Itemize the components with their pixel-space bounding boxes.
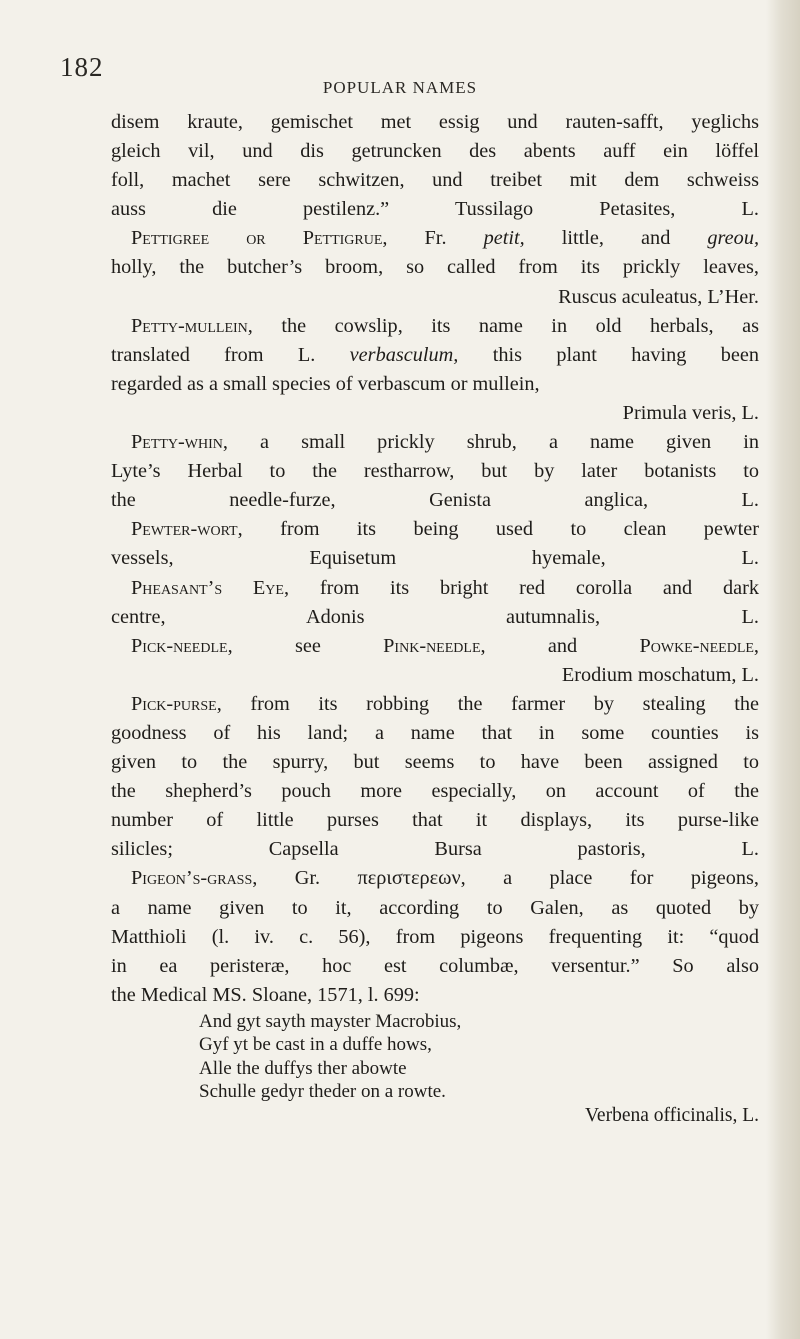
- entry-headword: Pick-needle,: [131, 634, 233, 657]
- text-line: goodness of his land; a name that in some counties is: [111, 721, 759, 744]
- italic-term: petit,: [483, 227, 525, 250]
- body-text: [111, 108, 759, 1128]
- species-name: Adonis autumnalis, L.: [305, 605, 759, 628]
- entry-headword: Pick-purse,: [131, 692, 222, 715]
- text-line: [111, 341, 759, 370]
- text-span: translated from L.: [111, 343, 350, 366]
- page-edge-shadow: [766, 0, 800, 1339]
- text-span: a small prickly shrub, a name given in: [227, 431, 759, 454]
- text-line: Lyte’s Herbal to the restharrow, but by later botanists to: [111, 460, 759, 483]
- text-line: number of little purses that it displays, its purse-like: [111, 809, 759, 832]
- entry-line: [111, 515, 759, 544]
- text-line: [111, 195, 759, 224]
- italic-term: greou,: [707, 227, 760, 250]
- text-span: this plant having been: [458, 343, 759, 366]
- text-span: auss die pestilenz.”: [111, 198, 390, 221]
- entry-line: [111, 690, 759, 719]
- verse-line: Gyf yt be cast in a duffe hows,: [199, 1034, 432, 1056]
- text-line: a name given to it, according to Galen, as quoted by: [111, 896, 759, 919]
- text-span: centre,: [111, 605, 166, 628]
- text-line: Matthioli (l. iv. c. 56), from pigeons frequenting it: “quod: [111, 925, 759, 948]
- text-line: in ea peristeræ, hoc est columbæ, versentur.” So also: [111, 954, 759, 977]
- page-number: 182: [60, 52, 104, 82]
- cross-reference: Powke-needle,: [639, 634, 759, 657]
- entry-line: [111, 632, 759, 661]
- running-head: POPULAR NAMES: [322, 78, 478, 97]
- text-line: foll, machet sere schwitzen, und treibet mit dem schweiss: [111, 169, 759, 192]
- text-span: Gr. περιστερεων, a place for pigeons,: [257, 867, 759, 890]
- species-name: Erodium moschatum, L.: [561, 663, 759, 686]
- text-span: from its bright red corolla and dark: [289, 576, 759, 599]
- verse-line: Alle the duffys ther abowte: [199, 1057, 407, 1079]
- text-line: [111, 486, 759, 515]
- text-line: [111, 603, 759, 632]
- species-name: Primula veris, L.: [622, 401, 759, 424]
- entry-line: [111, 224, 759, 253]
- entry-line: [111, 574, 759, 603]
- text-line: holly, the butcher’s broom, so called from its prickly leaves,: [111, 256, 759, 279]
- entry-headword: Pigeon’s-grass,: [131, 867, 258, 890]
- species-name: Verbena officinalis, L.: [585, 1104, 759, 1126]
- verse-line: Schulle gedyr theder on a rowte.: [199, 1081, 446, 1103]
- entry-headword: Petty-mullein,: [131, 314, 253, 337]
- italic-term: verbasculum,: [349, 343, 459, 366]
- text-span: from its being used to clean pewter: [242, 518, 759, 541]
- entry-line: [111, 312, 759, 341]
- entry-line: [111, 864, 759, 893]
- text-line: disem kraute, gemischet met essig und rauten-safft, yeglichs: [111, 111, 759, 133]
- species-name: Capsella Bursa pastoris, L.: [268, 838, 759, 861]
- entry-line: [111, 428, 759, 457]
- species-name: Ruscus aculeatus, L’Her.: [558, 285, 759, 308]
- text-span: from its robbing the farmer by stealing the: [221, 692, 759, 715]
- entry-headword: Pheasant’s Eye,: [131, 576, 290, 599]
- text-span: and: [485, 634, 640, 657]
- text-line: [111, 835, 759, 864]
- text-line: [111, 544, 759, 573]
- text-line: the Medical MS. Sloane, 1571, l. 699:: [111, 983, 420, 1006]
- text-span: little, and: [524, 227, 708, 250]
- species-name: Genista anglica, L.: [429, 489, 759, 512]
- text-span: Fr.: [387, 227, 484, 250]
- species-name: Tussilago Petasites, L.: [454, 198, 759, 221]
- text-span: see: [232, 634, 384, 657]
- entry-headword: Pewter-wort,: [131, 518, 243, 541]
- text-span: the needle-furze,: [111, 489, 336, 512]
- verse-line: And gyt sayth mayster Macrobius,: [199, 1010, 462, 1032]
- text-line: the shepherd’s pouch more especially, on account of the: [111, 780, 759, 803]
- text-line: given to the spurry, but seems to have been assigned to: [111, 751, 759, 774]
- entry-headword: Pettigree or Pettigrue,: [131, 227, 388, 250]
- text-line: regarded as a small species of verbascum or mullein,: [111, 372, 540, 395]
- text-span: the cowslip, its name in old herbals, as: [252, 314, 759, 337]
- cross-reference: Pink-needle,: [383, 634, 486, 657]
- entry-headword: Petty-whin,: [131, 431, 228, 454]
- text-span: vessels,: [111, 547, 174, 570]
- text-span: silicles;: [111, 838, 173, 861]
- text-line: gleich vil, und dis getruncken des abents auff ein löffel: [111, 140, 759, 163]
- species-name: Equisetum hyemale, L.: [309, 547, 759, 570]
